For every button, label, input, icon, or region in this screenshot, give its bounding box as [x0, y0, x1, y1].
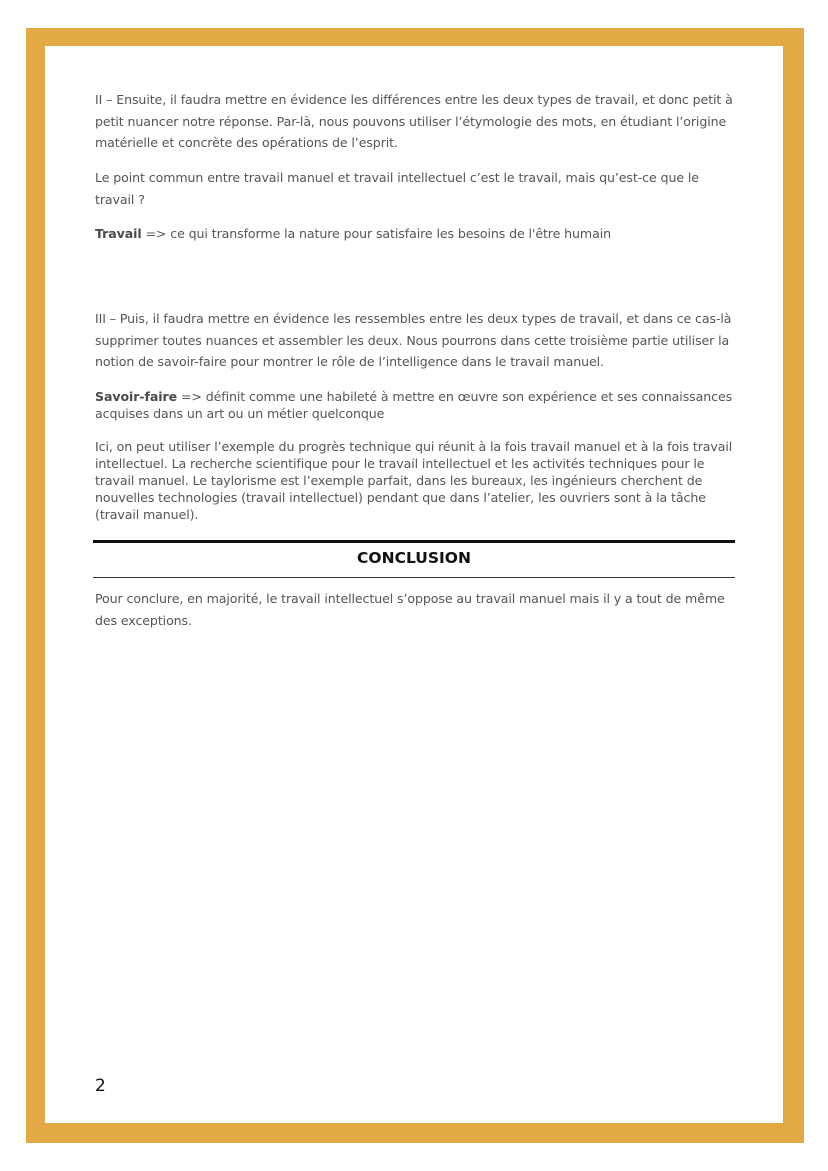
paragraph-conclusion: Pour conclure, en majorité, le travail intellectuel s’oppose au travail manuel mais il y a tout de même des exceptions. [95, 591, 725, 628]
definition-savoir-faire [95, 388, 740, 422]
paragraph-part-three: III – Puis, il faudra mettre en évidence les ressembles entre les deux types de travail, et dans ce cas-là supprimer toutes nuances et assembler les deux. Nous pourrons dans cette troisième partie utiliser la notion de savoir-faire pour montrer le rôle de l’intelligence dans le travail manuel. [95, 311, 732, 369]
heading-bottom-rule [93, 577, 735, 578]
page-number: 2 [95, 1076, 106, 1096]
definition-text: => définit comme une habileté à mettre en œuvre son expérience et ses connaissances acquises dans un art ou un métier quelconque [95, 389, 733, 421]
definition-term: Travail [95, 226, 142, 241]
paragraph-example: Ici, on peut utiliser l’exemple du progrès technique qui réunit à la fois travail manuel et à la fois travail intellectuel. La recherche scientifique pour le travail intellectuel et les activités techniques pour le travail manuel. Le taylorisme est l’exemple parfait, dans les bureaux, les ingénieurs cherchent de nouvelles technologies (travail intellectuel) pendant que dans l’atelier, les ouvriers sont à la tâche (travail manuel). [95, 439, 733, 522]
paragraph-part-two: II – Ensuite, il faudra mettre en évidence les différences entre les deux types de travail, et donc petit à petit nuancer notre réponse. Par-là, nous pouvons utiliser l’étymologie des mots, en étudiant l’origine matérielle et concrète des opérations de l’esprit. [95, 92, 733, 150]
heading-top-rule [93, 540, 735, 543]
conclusion-heading: CONCLUSION [357, 549, 471, 567]
definition-term: Savoir-faire [95, 389, 178, 404]
definition-text: => ce qui transforme la nature pour satisfaire les besoins de l'être humain [141, 226, 611, 241]
definition-travail [95, 223, 740, 245]
paragraph-common-point: Le point commun entre travail manuel et travail intellectuel c’est le travail, mais qu’est-ce que le travail ? [95, 170, 699, 207]
